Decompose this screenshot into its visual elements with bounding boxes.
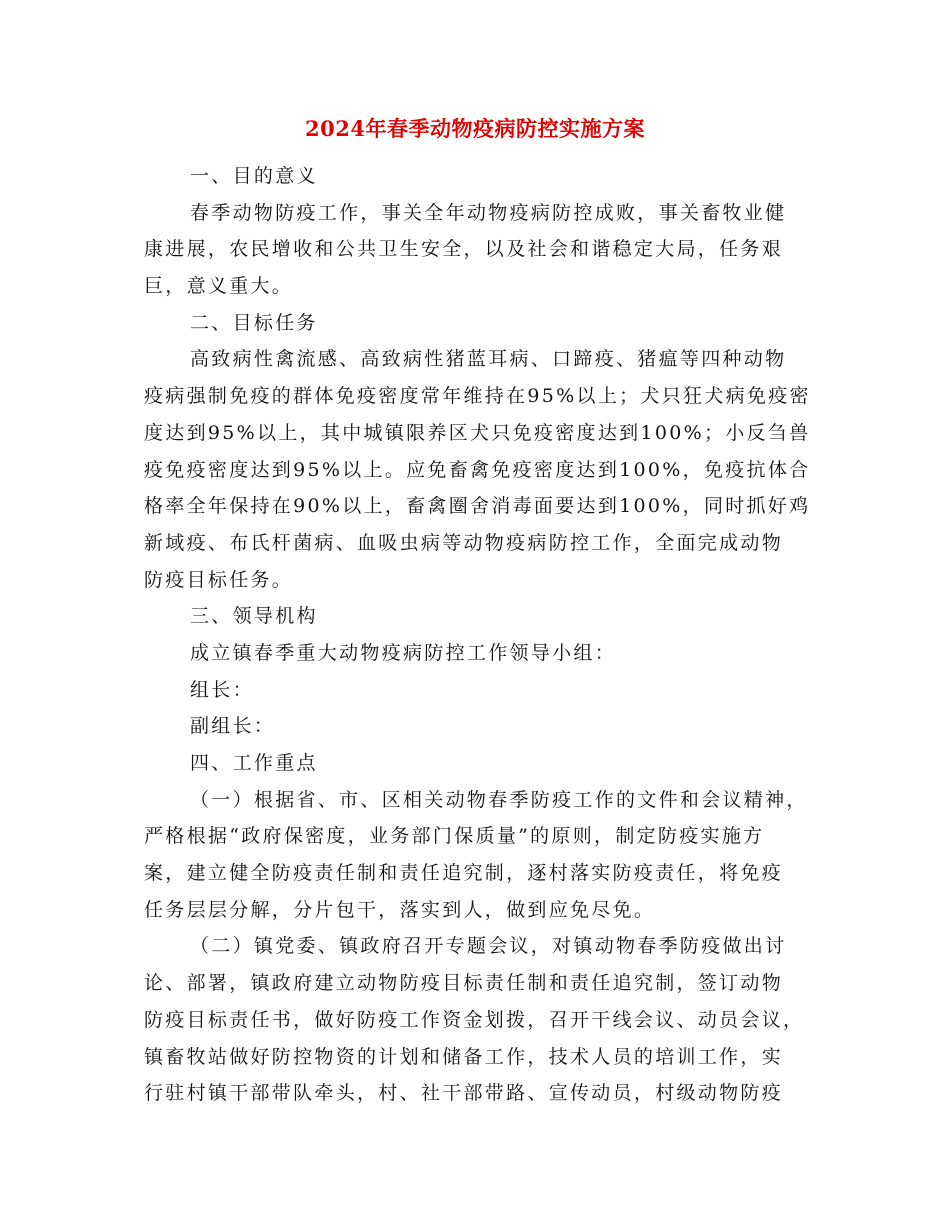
paragraph-line: 论、部署，镇政府建立动物防疫目标责任制和责任追究制，签订动物 xyxy=(144,972,784,995)
paragraph-line: 任务层层分解，分片包干，落实到人，做到应免尽免。 xyxy=(144,898,656,921)
paragraph-line: （一）根据省、市、区相关动物春季防疫工作的文件和会议精神， xyxy=(190,788,808,811)
paragraph-line: 康进展，农民增收和公共卫生安全，以及社会和谐稳定大局，任务艰 xyxy=(144,238,784,261)
section-heading: 四、工作重点 xyxy=(190,752,318,774)
paragraph-line: 副组长： xyxy=(190,715,276,738)
paragraph-line: 镇畜牧站做好防控物资的计划和储备工作，技术人员的培训工作，实 xyxy=(144,1045,784,1068)
paragraph-line: 防疫目标责任书，做好防疫工作资金划拨，召开干线会议、动员会议， xyxy=(144,1008,805,1031)
paragraph-line: 防疫目标任务。 xyxy=(144,568,294,591)
document-title: 2024年春季动物疫病防控实施方案 xyxy=(305,116,645,141)
paragraph-line: 高致病性禽流感、高致病性猪蓝耳病、口蹄疫、猪瘟等四种动物 xyxy=(190,348,787,371)
paragraph-line: 成立镇春季重大动物疫病防控工作领导小组： xyxy=(190,641,617,664)
paragraph-line: 组长： xyxy=(190,678,254,701)
paragraph-line: 巨，意义重大。 xyxy=(144,275,294,298)
paragraph-line: 严格根据“政府保密度，业务部门保质量”的原则，制定防疫实施方 xyxy=(144,825,765,848)
section-heading: 三、领导机构 xyxy=(190,605,318,628)
paragraph-line: 春季动物防疫工作，事关全年动物疫病防控成败，事关畜牧业健 xyxy=(190,201,787,224)
document-body xyxy=(144,158,810,1112)
paragraph-line: （二）镇党委、镇政府召开专题会议，对镇动物春季防疫做出讨 xyxy=(190,935,787,958)
section-heading: 二、目标任务 xyxy=(190,311,318,334)
paragraph-line: 案，建立健全防疫责任制和责任追究制，逐村落实防疫责任，将免疫 xyxy=(144,862,784,885)
paragraph-line: 疫免疫密度达到95%以上。应免畜禽免疫密度达到100%，免疫抗体合 xyxy=(144,458,811,481)
paragraph-line: 格率全年保持在90%以上，畜禽圈舍消毒面要达到100%，同时抓好鸡 xyxy=(144,495,811,518)
paragraph-line: 疫病强制免疫的群体免疫密度常年维持在95%以上；犬只狂犬病免疫密 xyxy=(144,385,811,408)
paragraph-line: 度达到95%以上，其中城镇限养区犬只免疫密度达到100%；小反刍兽 xyxy=(144,421,811,444)
paragraph-line: 新域疫、布氏杆菌病、血吸虫病等动物疫病防控工作，全面完成动物 xyxy=(144,531,784,554)
paragraph-line: 行驻村镇干部带队牵头，村、社干部带路、宣传动员，村级动物防疫 xyxy=(144,1082,784,1105)
section-heading: 一、目的意义 xyxy=(190,165,318,187)
